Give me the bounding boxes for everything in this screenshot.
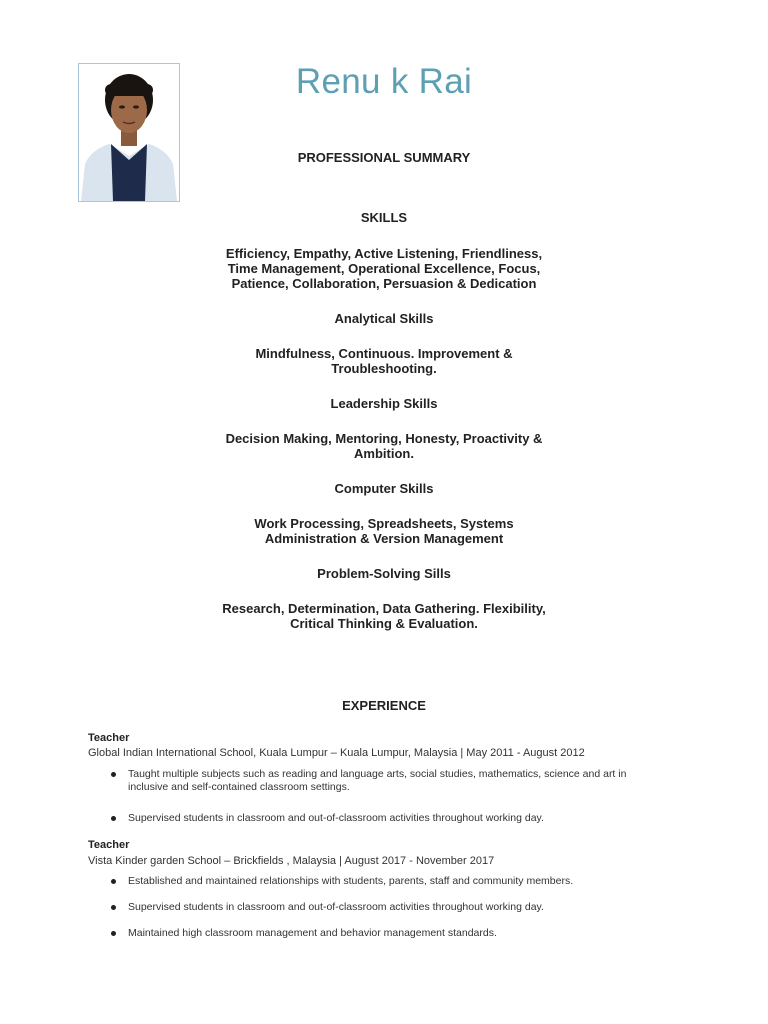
leadership-skills: [200, 431, 568, 461]
skills-line: Administration & Version Management: [264, 531, 504, 546]
bullet-line: Established and maintained relationships with students, parents, staff and community members.: [128, 875, 574, 887]
job-bullet: [128, 812, 688, 825]
job-employer: Vista Kinder garden School – Brickfields , Malaysia | August 2017 - November 2017: [88, 855, 495, 867]
job-bullet: [128, 927, 688, 940]
skills-line: Critical Thinking & Evaluation.: [290, 616, 478, 631]
computer-skills: [200, 516, 568, 546]
bullet-icon: [111, 816, 116, 821]
bullet-line: Taught multiple subjects such as reading and language arts, social studies, mathematics, science and art in: [128, 768, 627, 780]
bullet-icon: [111, 879, 116, 884]
job-title: Teacher: [88, 732, 130, 744]
skills-line: Decision Making, Mentoring, Honesty, Proactivity &: [225, 431, 543, 446]
problem-solving-title: Problem-Solving Sills: [317, 566, 451, 581]
skills-line: Ambition.: [354, 446, 414, 461]
bullet-icon: [111, 772, 116, 777]
skills-line: Time Management, Operational Excellence, Focus,: [227, 261, 541, 276]
candidate-name: Renu k Rai: [295, 62, 473, 101]
skills-line: Efficiency, Empathy, Active Listening, Friendliness,: [225, 246, 543, 261]
bullet-icon: [111, 905, 116, 910]
skills-line: Work Processing, Spreadsheets, Systems: [254, 516, 514, 531]
bullet-line: inclusive and self-contained classroom settings.: [128, 781, 350, 793]
computer-skills-title: Computer Skills: [334, 481, 434, 496]
job-bullet: [128, 875, 688, 888]
job-bullet: [128, 901, 688, 914]
bullet-icon: [111, 931, 116, 936]
job-title: Teacher: [88, 839, 130, 851]
skills-heading: SKILLS: [360, 210, 408, 225]
bullet-line: Supervised students in classroom and out-of-classroom activities throughout working day.: [128, 901, 544, 913]
problem-solving-skills: [200, 601, 568, 631]
skills-line: Research, Determination, Data Gathering. Flexibility,: [222, 601, 546, 616]
skills-line: Patience, Collaboration, Persuasion & Dedication: [231, 276, 537, 291]
professional-summary-heading: PROFESSIONAL SUMMARY: [297, 150, 471, 165]
bullet-line: Supervised students in classroom and out-of-classroom activities throughout working day.: [128, 812, 544, 824]
experience-heading: EXPERIENCE: [342, 698, 426, 713]
analytical-skills-title: Analytical Skills: [334, 311, 434, 326]
skills-line: Troubleshooting.: [331, 361, 437, 376]
leadership-skills-title: Leadership Skills: [330, 396, 438, 411]
job-employer: Global Indian International School, Kuala Lumpur – Kuala Lumpur, Malaysia | May 2011 - August 2012: [88, 747, 585, 759]
skills-line: Mindfulness, Continuous. Improvement &: [255, 346, 513, 361]
job-bullet: [128, 768, 688, 794]
analytical-skills: [200, 346, 568, 376]
bullet-line: Maintained high classroom management and behavior management standards.: [128, 927, 497, 939]
general-skills: [200, 246, 568, 291]
